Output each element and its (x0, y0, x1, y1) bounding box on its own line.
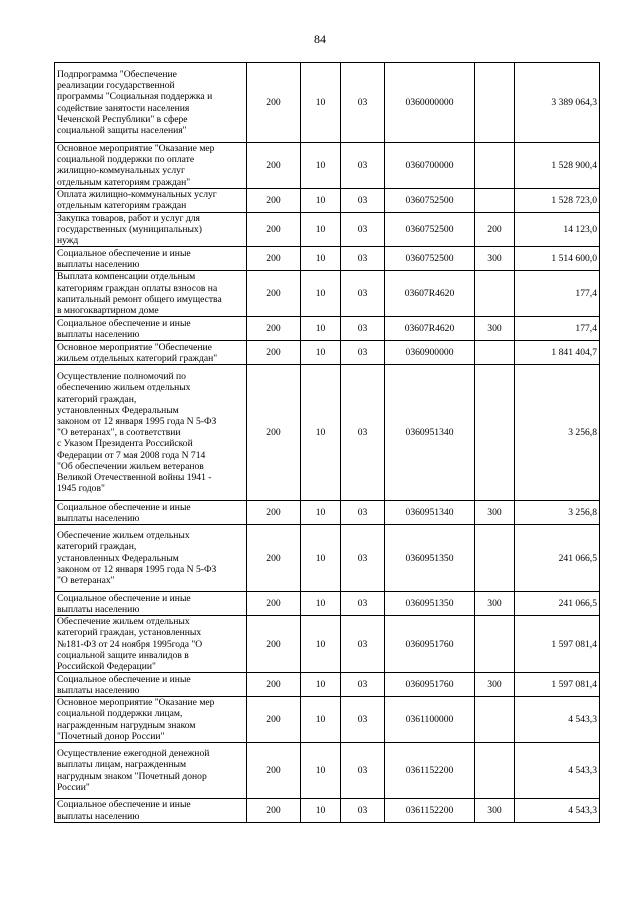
row-amount: 1 528 900,4 (515, 143, 600, 189)
row-description: Обеспечение жильем отдельных категорий граждан, установленных Федеральным законом от 12 января 1995 года N 5-ФЗ "О ветеранах" (55, 525, 247, 592)
row-section-code: 10 (301, 63, 341, 143)
row-expense-type: 300 (475, 673, 515, 697)
row-description: Основное мероприятие "Оказание мер социальной поддержки лицам, награжденным нагрудным знаком "Почетный донор России" (55, 697, 247, 743)
row-section-code: 10 (301, 247, 341, 271)
row-description: Осуществление ежегодной денежной выплаты лицам, награжденным нагрудным знаком "Почетный донор России" (55, 743, 247, 799)
row-ministry-code: 200 (247, 212, 301, 247)
table-row (55, 799, 600, 823)
row-expense-type (475, 143, 515, 189)
row-section-code: 10 (301, 799, 341, 823)
row-subsection-code: 03 (341, 317, 385, 341)
table-row (55, 501, 600, 525)
row-description: Социальное обеспечение и иные выплаты населению (55, 799, 247, 823)
row-subsection-code: 03 (341, 673, 385, 697)
row-amount: 1 841 404,7 (515, 341, 600, 365)
row-expense-type (475, 341, 515, 365)
table-row (55, 212, 600, 247)
row-amount: 1 514 600,0 (515, 247, 600, 271)
table-row (55, 743, 600, 799)
row-expense-type (475, 188, 515, 212)
row-expense-type (475, 525, 515, 592)
row-ministry-code: 200 (247, 501, 301, 525)
row-description: Основное мероприятие "Обеспечение жильем отдельных категорий граждан" (55, 341, 247, 365)
row-description: Выплата компенсации отдельным категориям граждан оплаты взносов на капитальный ремонт общего имущества в многоквартирном доме (55, 271, 247, 317)
row-amount: 1 597 081,4 (515, 673, 600, 697)
row-section-code: 10 (301, 317, 341, 341)
row-target-article: 0360951340 (385, 501, 475, 525)
row-target-article: 0360752500 (385, 188, 475, 212)
row-subsection-code: 03 (341, 63, 385, 143)
row-expense-type: 300 (475, 247, 515, 271)
row-ministry-code: 200 (247, 743, 301, 799)
row-section-code: 10 (301, 616, 341, 673)
row-ministry-code: 200 (247, 341, 301, 365)
row-amount: 177,4 (515, 271, 600, 317)
row-target-article: 0361152200 (385, 743, 475, 799)
row-subsection-code: 03 (341, 592, 385, 616)
row-expense-type (475, 365, 515, 501)
row-section-code: 10 (301, 143, 341, 189)
table-row (55, 697, 600, 743)
row-description: Осуществление полномочий по обеспечению жильем отдельных категорий граждан, установленных Федеральным законом от 12 января 1995 года N 5-ФЗ "О ветеранах", в соответствии с Указом Президента Российской Федерации от 7 мая 2008 года N 714 "Об обеспечении жильем ветеранов Великой Отечественной войны 1941 - 1945 годов" (55, 365, 247, 501)
row-amount: 4 543,3 (515, 799, 600, 823)
row-description: Социальное обеспечение и иные выплаты населению (55, 247, 247, 271)
row-subsection-code: 03 (341, 365, 385, 501)
row-description: Социальное обеспечение и иные выплаты населению (55, 592, 247, 616)
table-row (55, 63, 600, 143)
row-expense-type: 300 (475, 501, 515, 525)
row-ministry-code: 200 (247, 271, 301, 317)
row-subsection-code: 03 (341, 616, 385, 673)
row-section-code: 10 (301, 743, 341, 799)
row-section-code: 10 (301, 188, 341, 212)
row-description: Социальное обеспечение и иные выплаты населению (55, 317, 247, 341)
row-amount: 14 123,0 (515, 212, 600, 247)
row-amount: 177,4 (515, 317, 600, 341)
row-amount: 3 256,8 (515, 365, 600, 501)
row-section-code: 10 (301, 592, 341, 616)
row-ministry-code: 200 (247, 188, 301, 212)
row-amount: 3 389 064,3 (515, 63, 600, 143)
row-subsection-code: 03 (341, 525, 385, 592)
row-description: Подпрограмма "Обеспечение реализации государственной программы "Социальная поддержка и содействие занятости населения Чеченской Республики" в сфере социальной защиты населения" (55, 63, 247, 143)
row-expense-type (475, 63, 515, 143)
row-section-code: 10 (301, 525, 341, 592)
row-subsection-code: 03 (341, 501, 385, 525)
row-section-code: 10 (301, 212, 341, 247)
row-expense-type (475, 271, 515, 317)
row-section-code: 10 (301, 365, 341, 501)
table-row (55, 592, 600, 616)
row-ministry-code: 200 (247, 799, 301, 823)
row-ministry-code: 200 (247, 247, 301, 271)
row-target-article: 03607R4620 (385, 317, 475, 341)
row-subsection-code: 03 (341, 697, 385, 743)
row-ministry-code: 200 (247, 365, 301, 501)
row-target-article: 0360951350 (385, 525, 475, 592)
budget-table (54, 62, 600, 823)
table-row (55, 525, 600, 592)
table-row (55, 673, 600, 697)
row-description: Социальное обеспечение и иные выплаты населению (55, 501, 247, 525)
row-ministry-code: 200 (247, 697, 301, 743)
row-target-article: 0360752500 (385, 212, 475, 247)
row-section-code: 10 (301, 341, 341, 365)
row-amount: 4 543,3 (515, 743, 600, 799)
row-subsection-code: 03 (341, 743, 385, 799)
row-expense-type: 200 (475, 212, 515, 247)
row-subsection-code: 03 (341, 247, 385, 271)
table-row (55, 188, 600, 212)
table-row (55, 271, 600, 317)
row-target-article: 03607R4620 (385, 271, 475, 317)
table-row (55, 365, 600, 501)
row-subsection-code: 03 (341, 799, 385, 823)
row-amount: 241 066,5 (515, 525, 600, 592)
row-expense-type: 300 (475, 317, 515, 341)
row-ministry-code: 200 (247, 616, 301, 673)
row-section-code: 10 (301, 697, 341, 743)
row-amount: 241 066,5 (515, 592, 600, 616)
row-ministry-code: 200 (247, 525, 301, 592)
row-description: Основное мероприятие "Оказание мер социальной поддержки по оплате жилищно-коммунальных услуг отдельным категориям граждан" (55, 143, 247, 189)
row-expense-type (475, 743, 515, 799)
page-number: 84 (314, 32, 326, 46)
row-amount: 1 528 723,0 (515, 188, 600, 212)
table-row (55, 247, 600, 271)
row-section-code: 10 (301, 673, 341, 697)
row-amount: 4 543,3 (515, 697, 600, 743)
row-expense-type: 300 (475, 592, 515, 616)
row-section-code: 10 (301, 271, 341, 317)
row-subsection-code: 03 (341, 212, 385, 247)
row-ministry-code: 200 (247, 592, 301, 616)
row-subsection-code: 03 (341, 341, 385, 365)
row-ministry-code: 200 (247, 63, 301, 143)
table-row (55, 143, 600, 189)
row-target-article: 0361100000 (385, 697, 475, 743)
row-expense-type (475, 697, 515, 743)
row-description: Социальное обеспечение и иные выплаты населению (55, 673, 247, 697)
row-target-article: 0360951340 (385, 365, 475, 501)
row-description: Обеспечение жильем отдельных категорий граждан, установленных №181-ФЗ от 24 ноября 1995года "О социальной защите инвалидов в Российской Федерации" (55, 616, 247, 673)
row-amount: 3 256,8 (515, 501, 600, 525)
budget-table-body (55, 63, 600, 823)
row-target-article: 0360951350 (385, 592, 475, 616)
table-row (55, 616, 600, 673)
row-target-article: 0360900000 (385, 341, 475, 365)
row-target-article: 0360951760 (385, 616, 475, 673)
row-ministry-code: 200 (247, 673, 301, 697)
row-target-article: 0360951760 (385, 673, 475, 697)
row-subsection-code: 03 (341, 143, 385, 189)
row-description: Оплата жилищно-коммунальных услуг отдельным категориям граждан (55, 188, 247, 212)
table-row (55, 317, 600, 341)
row-section-code: 10 (301, 501, 341, 525)
row-subsection-code: 03 (341, 188, 385, 212)
row-subsection-code: 03 (341, 271, 385, 317)
row-target-article: 0361152200 (385, 799, 475, 823)
row-target-article: 0360000000 (385, 63, 475, 143)
row-amount: 1 597 081,4 (515, 616, 600, 673)
row-target-article: 0360752500 (385, 247, 475, 271)
row-ministry-code: 200 (247, 317, 301, 341)
row-ministry-code: 200 (247, 143, 301, 189)
row-expense-type: 300 (475, 799, 515, 823)
row-target-article: 0360700000 (385, 143, 475, 189)
table-row (55, 341, 600, 365)
row-description: Закупка товаров, работ и услуг для государственных (муниципальных) нужд (55, 212, 247, 247)
row-expense-type (475, 616, 515, 673)
